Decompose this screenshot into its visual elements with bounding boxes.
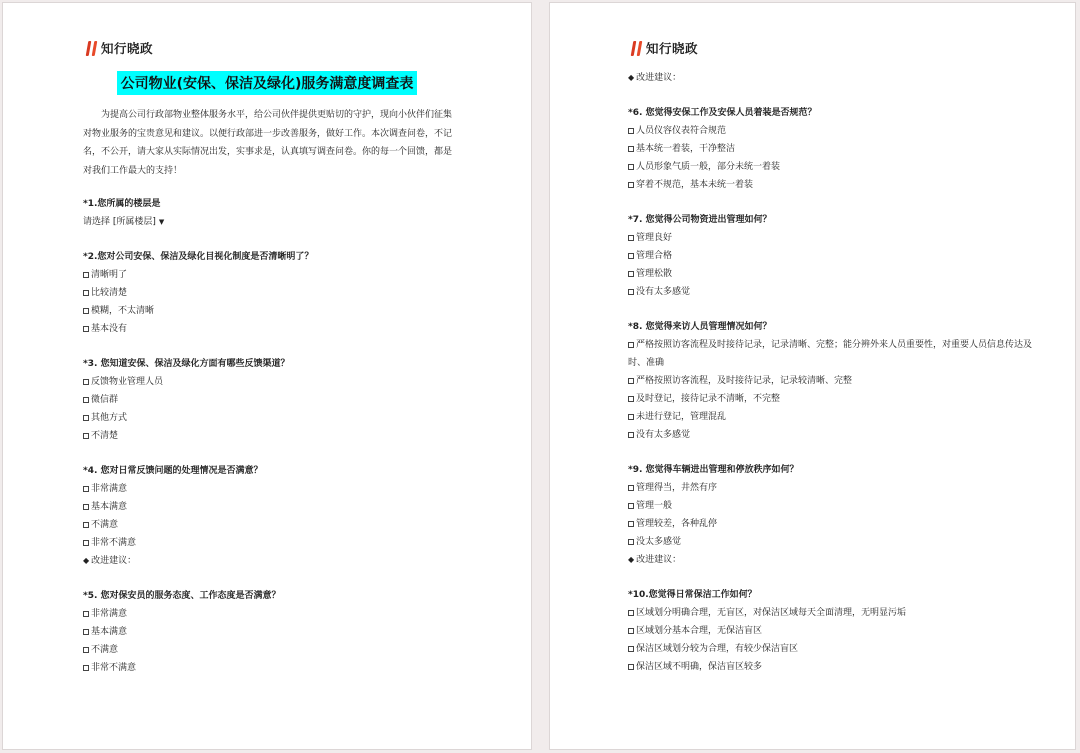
brand-logo — [632, 39, 698, 57]
checkbox-icon[interactable] — [628, 610, 634, 616]
question-7: *7. 您觉得公司物资进出管理如何？ — [628, 215, 772, 225]
suggestion-field[interactable] — [628, 69, 1048, 87]
checkbox-icon[interactable] — [628, 128, 634, 134]
option-label: 非常不满意 — [91, 663, 137, 673]
checkbox-icon[interactable] — [628, 235, 634, 241]
question-2: *2.您对公司安保、保洁及绿化目视化制度是否清晰明了？ — [83, 252, 314, 262]
option[interactable] — [83, 516, 513, 534]
option-label: 穿着不规范，基本未统一着装 — [636, 180, 754, 190]
checkbox-icon[interactable] — [628, 342, 634, 348]
suggestion-label: 改进建议： — [91, 556, 137, 566]
option-label: 管理较差，各种乱停 — [636, 519, 718, 529]
logo-mark-icon — [87, 41, 96, 56]
option-label: 模糊，不太清晰 — [91, 306, 155, 316]
option[interactable] — [628, 604, 1048, 622]
option[interactable] — [83, 480, 513, 498]
question-list-page-2 — [628, 69, 1048, 676]
option-label: 人员仪容仪表符合规范 — [636, 126, 727, 136]
option[interactable] — [83, 534, 513, 552]
dropdown-caret-icon[interactable]: ▼ — [158, 218, 165, 226]
option[interactable] — [83, 373, 513, 391]
question-1: *1.您所属的楼层是 — [83, 199, 161, 209]
question-3: *3. 您知道安保、保洁及绿化方面有哪些反馈渠道？ — [83, 359, 290, 369]
document-page-2 — [549, 2, 1076, 750]
checkbox-icon[interactable] — [83, 272, 89, 278]
option-label: 基本没有 — [91, 324, 128, 334]
document-page-1 — [2, 2, 532, 750]
option-label: 基本满意 — [91, 627, 128, 637]
suggestion-label: 改进建议： — [636, 555, 682, 565]
checkbox-icon[interactable] — [83, 522, 89, 528]
checkbox-icon[interactable] — [83, 486, 89, 492]
option-label: 保洁区域划分较为合理，有较少保洁盲区 — [636, 644, 799, 654]
option-label: 微信群 — [91, 395, 119, 405]
checkbox-icon[interactable] — [628, 253, 634, 259]
option-label: 人员形象气质一般，部分未统一着装 — [636, 162, 781, 172]
checkbox-icon[interactable] — [628, 396, 634, 402]
option-label: 严格按照访客流程，及时接待记录，记录较清晰、完整 — [636, 376, 853, 386]
option-label: 不清楚 — [91, 431, 119, 441]
checkbox-icon[interactable] — [83, 540, 89, 546]
option[interactable] — [83, 409, 513, 427]
option[interactable] — [83, 641, 513, 659]
checkbox-icon[interactable] — [83, 326, 89, 332]
checkbox-icon[interactable] — [83, 290, 89, 296]
floor-select[interactable] — [83, 213, 513, 231]
option-label: 反馈物业管理人员 — [91, 377, 164, 387]
option[interactable] — [628, 158, 1048, 176]
checkbox-icon[interactable] — [83, 308, 89, 314]
option-label: 非常满意 — [91, 484, 128, 494]
diamond-bullet-icon: ◆ — [628, 555, 635, 564]
checkbox-icon[interactable] — [628, 378, 634, 384]
option[interactable] — [628, 479, 1048, 497]
checkbox-icon[interactable] — [628, 628, 634, 634]
option[interactable] — [628, 497, 1048, 515]
option[interactable] — [83, 302, 513, 320]
option[interactable] — [83, 605, 513, 623]
option-label: 管理良好 — [636, 233, 673, 243]
checkbox-icon[interactable] — [83, 647, 89, 653]
option-label: 非常不满意 — [91, 538, 137, 548]
option[interactable] — [628, 176, 1048, 194]
option-label: 及时登记，接待记录不清晰，不完整 — [636, 394, 781, 404]
option[interactable] — [628, 390, 1048, 408]
brand-logo — [87, 39, 153, 57]
option[interactable] — [628, 515, 1048, 533]
diamond-bullet-icon: ◆ — [628, 73, 635, 82]
checkbox-icon[interactable] — [628, 503, 634, 509]
option[interactable] — [83, 498, 513, 516]
option-label: 区域划分明确合理，无盲区，对保洁区域每天全面清理，无明显污垢 — [636, 608, 907, 618]
question-5: *5. 您对保安员的服务态度、工作态度是否满意？ — [83, 591, 281, 601]
option-label: 未进行登记，管理混乱 — [636, 412, 727, 422]
option-label: 管理松散 — [636, 269, 673, 279]
option[interactable] — [83, 659, 513, 677]
question-9: *9. 您觉得车辆进出管理和停放秩序如何？ — [628, 465, 799, 475]
option[interactable] — [628, 247, 1048, 265]
option-label: 没有太多感觉 — [636, 430, 691, 440]
option[interactable] — [628, 640, 1048, 658]
checkbox-icon[interactable] — [83, 629, 89, 635]
option-label: 管理合格 — [636, 251, 673, 261]
option-label: 非常满意 — [91, 609, 128, 619]
option-label: 没太多感觉 — [636, 537, 682, 547]
logo-mark-icon — [632, 41, 641, 56]
checkbox-icon[interactable] — [628, 289, 634, 295]
checkbox-icon[interactable] — [628, 182, 634, 188]
question-list-page-1 — [83, 195, 513, 677]
option[interactable] — [628, 265, 1048, 283]
option[interactable] — [628, 122, 1048, 140]
brand-name: 知行晓政 — [101, 41, 154, 56]
option-label: 其他方式 — [91, 413, 128, 423]
checkbox-icon[interactable] — [83, 415, 89, 421]
checkbox-icon[interactable] — [83, 379, 89, 385]
checkbox-icon[interactable] — [83, 433, 89, 439]
option[interactable] — [628, 283, 1048, 301]
option-label: 不满意 — [91, 520, 119, 530]
question-10: *10.您觉得日常保洁工作如何？ — [628, 590, 757, 600]
option[interactable] — [628, 533, 1048, 551]
checkbox-icon[interactable] — [83, 397, 89, 403]
checkbox-icon[interactable] — [628, 521, 634, 527]
question-4: *4. 您对日常反馈问题的处理情况是否满意？ — [83, 466, 263, 476]
option-label: 没有太多感觉 — [636, 287, 691, 297]
option-label: 区域划分基本合理，无保洁盲区 — [636, 626, 763, 636]
option[interactable] — [628, 372, 1048, 390]
option[interactable] — [83, 266, 513, 284]
option-label: 基本满意 — [91, 502, 128, 512]
checkbox-icon[interactable] — [628, 432, 634, 438]
checkbox-icon[interactable] — [628, 146, 634, 152]
option[interactable] — [628, 140, 1048, 158]
option[interactable] — [83, 427, 513, 445]
checkbox-icon[interactable] — [628, 164, 634, 170]
checkbox-icon[interactable] — [83, 665, 89, 671]
option[interactable] — [628, 658, 1048, 676]
checkbox-icon[interactable] — [628, 646, 634, 652]
brand-name: 知行晓政 — [646, 41, 699, 56]
question-6: *6. 您觉得安保工作及安保人员着装是否规范？ — [628, 108, 817, 118]
checkbox-icon[interactable] — [628, 271, 634, 277]
checkbox-icon[interactable] — [628, 664, 634, 670]
option[interactable] — [628, 408, 1048, 426]
intro-paragraph: 为提高公司行政部物业整体服务水平，给公司伙伴提供更贴切的守护，现向小伙伴们征集对物业服务的宝贵意见和建议。以便行政部进一步改善服务，做好工作。本次调查问卷，不记名，不公开，请大家从实际情况出发，实事求是，认真填写调查问卷。你的每一个回馈，都是对我们工作最大的支持！ — [83, 110, 453, 176]
select-label: 请选择 — [83, 217, 111, 227]
option-label: 管理得当，井然有序 — [636, 483, 718, 493]
checkbox-icon[interactable] — [83, 611, 89, 617]
option[interactable] — [628, 229, 1048, 247]
option-label: 比较清楚 — [91, 288, 128, 298]
option[interactable] — [83, 284, 513, 302]
option-label: 不满意 — [91, 645, 119, 655]
option[interactable] — [628, 426, 1048, 444]
checkbox-icon[interactable] — [628, 414, 634, 420]
suggestion-field[interactable] — [83, 552, 513, 570]
option[interactable] — [83, 623, 513, 641]
checkbox-icon[interactable] — [628, 539, 634, 545]
option-label: 保洁区域不明确，保洁盲区较多 — [636, 662, 763, 672]
page-title: 公司物业(安保、保洁及绿化)服务满意度调查表 — [117, 71, 418, 95]
option-label: 管理一般 — [636, 501, 673, 511]
option[interactable] — [628, 336, 1048, 372]
option-label: 清晰明了 — [91, 270, 128, 280]
diamond-bullet-icon: ◆ — [83, 556, 90, 565]
option[interactable] — [83, 320, 513, 338]
option-label: 基本统一着装，干净整洁 — [636, 144, 736, 154]
suggestion-field[interactable] — [628, 551, 1048, 569]
checkbox-icon[interactable] — [628, 485, 634, 491]
checkbox-icon[interactable] — [83, 504, 89, 510]
select-value: [所属楼层] — [112, 217, 156, 227]
suggestion-label: 改进建议： — [636, 73, 682, 83]
question-8: *8. 您觉得来访人员管理情况如何？ — [628, 322, 772, 332]
option-label: 严格按照访客流程及时接待记录，记录清晰、完整；能分辨外来人员重要性，对重要人员信息传达及时、准确 — [628, 340, 1033, 368]
option[interactable] — [628, 622, 1048, 640]
option[interactable] — [83, 391, 513, 409]
